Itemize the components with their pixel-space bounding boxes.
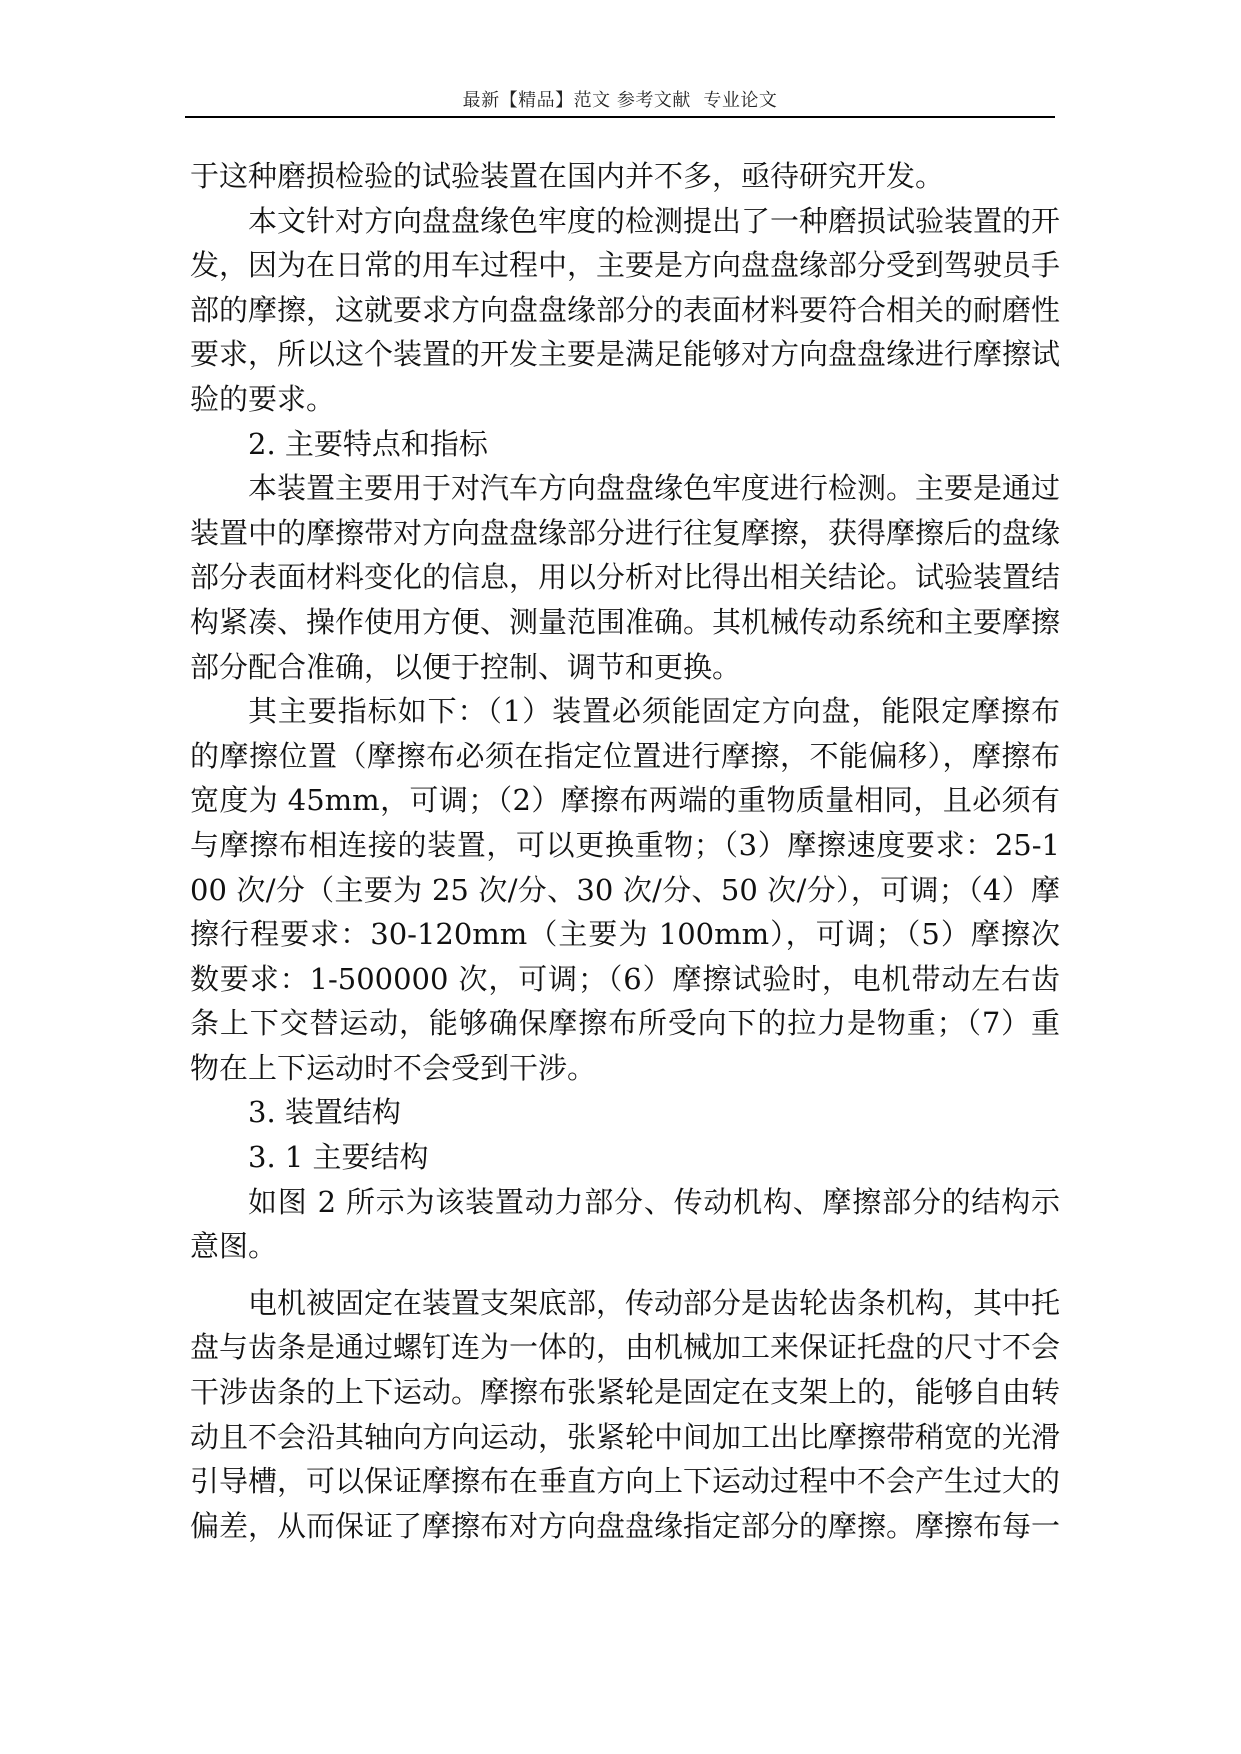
page-header: 最新【精品】范文 参考文献 专业论文 <box>462 90 778 111</box>
section-heading-structure: 3. 装置结构 <box>248 1095 401 1130</box>
header-divider <box>185 116 1055 118</box>
paragraph-intro: 本文针对方向盘盘缘色牢度的检测提出了一种磨损试验装置的开发，因为在日常的用车过程中，主要是方向盘盘缘部分受到驾驶员手部的摩擦，这就要求方向盘盘缘部分的表面材料要符合相关的耐磨性要求，所以这个装置的开发主要是满足能够对方向盘盘缘进行摩擦试验的要求。 <box>190 203 1061 416</box>
paragraph-figure-reference: 如图 2 所示为该装置动力部分、传动机构、摩擦部分的结构示意图。 <box>190 1184 1060 1264</box>
paragraph-indicators: 其主要指标如下：（1）装置必须能固定方向盘，能限定摩擦布的摩擦位置（摩擦布必须在指定位置进行摩擦，不能偏移），摩擦布宽度为 45mm，可调；（2）摩擦布两端的重物质量相同，且必须有与摩擦布相连接的装置，可以更换重物；（3）摩擦速度要求：25-100 次/分（主要为 25 次/分、30 次/分、50 次/分），可调；（4）摩擦行程要求：30-120mm（主要为 100mm），可调；（5）摩擦次数要求：1-500000 次，可调；（6）摩擦试验时，电机带动左右齿条上下交替运动，能够确保摩擦布所受向下的拉力是物重；（7）重物在上下运动时不会受到干涉。 <box>190 694 1060 1085</box>
subsection-heading-main-structure: 3. 1 主要结构 <box>248 1140 429 1175</box>
paragraph-continuation: 于这种磨损检验的试验装置在国内并不多，亟待研究开发。 <box>190 159 945 193</box>
body-text <box>190 154 1060 1548</box>
paragraph-motor-description: 电机被固定在装置支架底部，传动部分是齿轮齿条机构，其中托盘与齿条是通过螺钉连为一体的，由机械加工来保证托盘的尺寸不会干涉齿条的上下运动。摩擦布张紧轮是固定在支架上的，能够自由转动且不会沿其轴向方向运动，张紧轮中间加工出比摩擦带稍宽的光滑引导槽，可以保证摩擦布在垂直方向上下运动过程中不会产生过大的偏差，从而保证了摩擦布对方向盘盘缘指定部分的摩擦。摩擦布每一 <box>190 1285 1061 1543</box>
paragraph-features: 本装置主要用于对汽车方向盘盘缘色牢度进行检测。主要是通过装置中的摩擦带对方向盘盘缘部分进行往复摩擦，获得摩擦后的盘缘部分表面材料变化的信息，用以分析对比得出相关结论。试验装置结构紧凑、操作使用方便、测量范围准确。其机械传动系统和主要摩擦部分配合准确，以便于控制、调节和更换。 <box>190 471 1061 684</box>
section-heading-features: 2. 主要特点和指标 <box>248 426 488 461</box>
